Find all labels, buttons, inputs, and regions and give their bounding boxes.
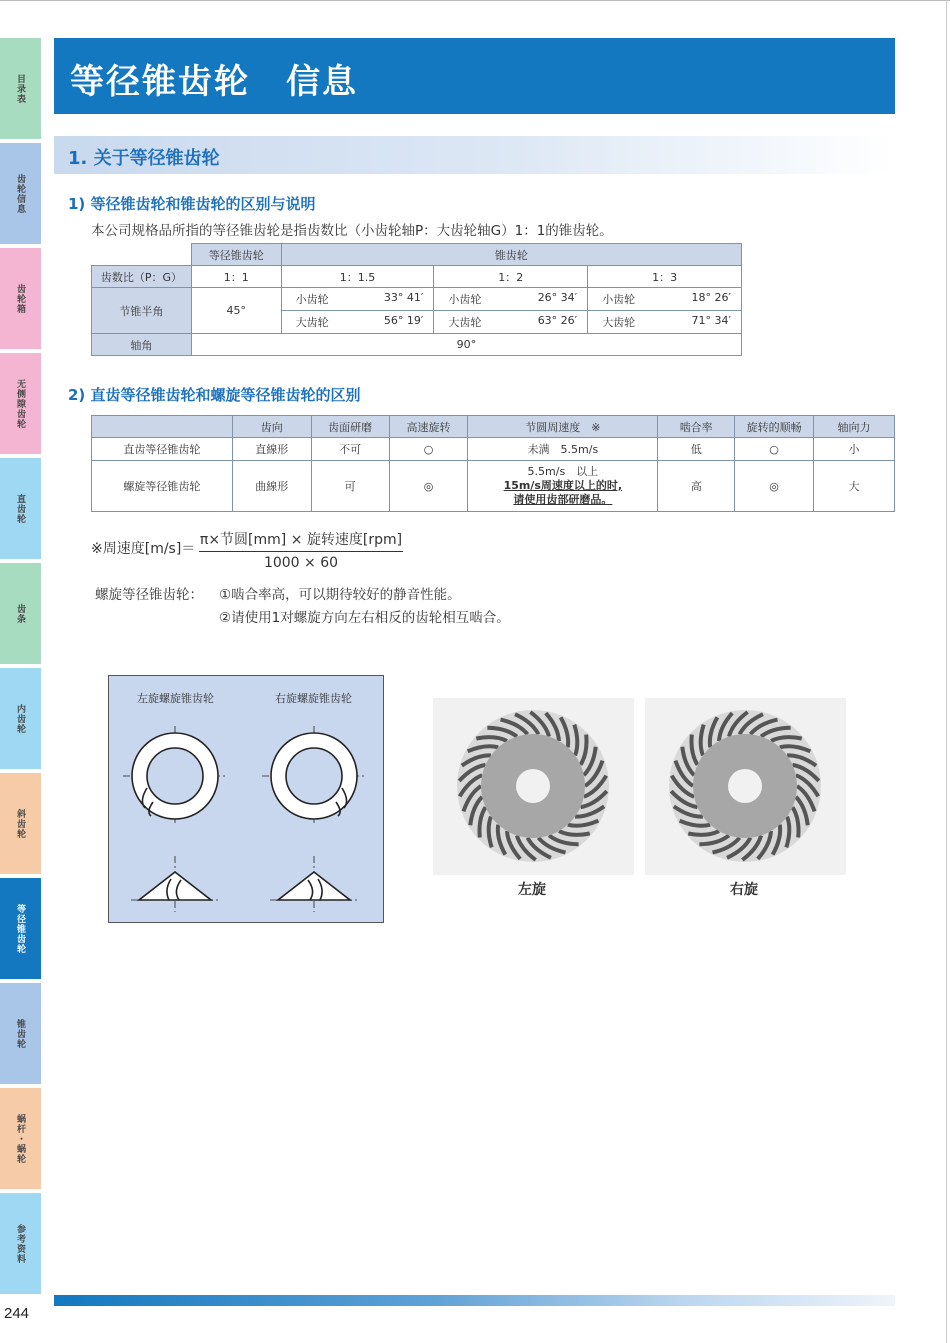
side-tab-label: 齿轮信息: [15, 173, 25, 214]
gear-label: 大齿轮: [448, 316, 482, 329]
row-label-pitch-angle: 节锥半角: [92, 288, 192, 334]
spiral-gear-left-icon: [433, 698, 634, 875]
notes-label: 螺旋等径锥齿轮：: [95, 587, 203, 603]
table2-header-pitch-speed: 节圆周速度 ※: [468, 416, 658, 438]
gear-angle: 56° 19′: [383, 314, 424, 327]
subsection-2-title: 2) 直齿等径锥齿轮和螺旋等径锥齿轮的区别: [68, 386, 361, 404]
side-tab[interactable]: [0, 1193, 41, 1296]
pinion-angle: 26° 34′: [537, 291, 578, 304]
side-tab-label: 蜗杆・蜗轮: [15, 1113, 25, 1164]
formula-fraction: [199, 529, 403, 571]
right-photo-caption: 右旋: [730, 882, 758, 898]
gear-angle-cell: [434, 311, 588, 334]
table-row: [92, 438, 895, 461]
formula-lhs: ※周速度[m/s]＝: [91, 541, 196, 557]
side-tab-label: 目录表: [15, 73, 25, 104]
comparison-table-2: [91, 415, 895, 512]
note-2: ②请使用1对螺旋方向左右相反的齿轮相互啮合。: [219, 610, 510, 626]
comparison-table-1: [91, 243, 742, 356]
cell-highspeed: ○: [389, 438, 468, 461]
spiral-direction-diagram: [108, 675, 384, 923]
row-label-shaft-angle: 轴角: [92, 334, 192, 356]
miter-pitch-angle: 45°: [191, 288, 281, 334]
row-label-ratio: 齿数比（P：G）: [92, 266, 192, 288]
side-tab-label: 内齿轮: [15, 703, 25, 734]
table2-header-direction: 齿向: [232, 416, 311, 438]
cell-contact-ratio: 低: [658, 438, 735, 461]
table-corner: [92, 244, 192, 266]
cell-grinding: 可: [311, 461, 389, 512]
gear-label: 大齿轮: [602, 316, 636, 329]
side-tab-label: 等径锥齿轮: [15, 903, 25, 954]
side-tab-label: 无侧隙齿轮: [15, 378, 25, 429]
side-tab[interactable]: [0, 38, 41, 141]
side-tab-label: 参考资料: [15, 1223, 25, 1264]
cell-smoothness: ◎: [735, 461, 814, 512]
gear-line-drawing: [109, 676, 385, 924]
pinion-angle-cell: [434, 288, 588, 311]
section-header: [54, 136, 895, 174]
cell-smoothness: ○: [735, 438, 814, 461]
side-tab[interactable]: [0, 143, 41, 246]
cell-pitch-speed: 未满 5.5m/s: [468, 438, 658, 461]
cell-pitch-speed: [468, 461, 658, 512]
side-tab-label: 斜齿轮: [15, 808, 25, 839]
cell-direction: 直線形: [232, 438, 311, 461]
side-tab[interactable]: [0, 563, 41, 666]
cell-thrust: 大: [814, 461, 895, 512]
left-gear-drawing: [123, 726, 227, 912]
right-diagram-caption: 右旋螺旋锥齿轮: [275, 692, 352, 705]
pinion-angle-cell: [281, 288, 434, 311]
table-header-miter: 等径锥齿轮: [191, 244, 281, 266]
table2-header-blank: [92, 416, 233, 438]
table2-header-contact-ratio: 啮合率: [658, 416, 735, 438]
side-tab[interactable]: [0, 668, 41, 771]
side-tab[interactable]: [0, 353, 41, 456]
gear-angle: 63° 26′: [537, 314, 578, 327]
page-top-line: [0, 0, 950, 1]
pinion-angle-cell: [588, 288, 742, 311]
right-gear-drawing: [262, 726, 366, 912]
pinion-label: 小齿轮: [602, 293, 636, 306]
page-title: 等径锥齿轮 信息: [70, 62, 358, 102]
gear-angle-cell: [281, 311, 434, 334]
side-tab[interactable]: [0, 458, 41, 561]
formula-numerator: π×节圆[mm] × 旋转速度[rpm]: [199, 529, 403, 552]
speed-line-3: 请使用齿部研磨品。: [513, 493, 613, 506]
cell-direction: 曲線形: [232, 461, 311, 512]
page-number: 244: [4, 1305, 30, 1322]
table2-header-highspeed: 高速旋转: [389, 416, 468, 438]
row-name-spiral: 螺旋等径锥齿轮: [92, 461, 233, 512]
note-1: ①啮合率高，可以期待较好的静音性能。: [219, 587, 461, 603]
side-tab[interactable]: [0, 773, 41, 876]
left-hand-gear-photo: [433, 698, 634, 875]
spiral-gear-right-icon: [645, 698, 846, 875]
formula-denominator: 1000 × 60: [263, 555, 339, 571]
table2-header-grinding: 齿面研磨: [311, 416, 389, 438]
row-name-straight: 直齿等径锥齿轮: [92, 438, 233, 461]
left-photo-caption: 左旋: [518, 882, 546, 898]
ratio-cell: 1：2: [434, 266, 588, 288]
cell-contact-ratio: 高: [658, 461, 735, 512]
table-row: [92, 461, 895, 512]
table2-header-smoothness: 旋转的顺畅: [735, 416, 814, 438]
right-hand-gear-photo: [645, 698, 846, 875]
pinion-label: 小齿轮: [295, 293, 329, 306]
cell-highspeed: ◎: [389, 461, 468, 512]
pinion-label: 小齿轮: [448, 293, 482, 306]
table-header-bevel: 锥齿轮: [281, 244, 741, 266]
gear-angle: 71° 34′: [691, 314, 731, 327]
left-diagram-caption: 左旋螺旋锥齿轮: [137, 692, 214, 705]
speed-line-2: 15m/s周速度以上的时,: [503, 479, 623, 492]
side-tab[interactable]: [0, 878, 41, 981]
side-tab[interactable]: [0, 1088, 41, 1191]
footer-bar: [54, 1295, 895, 1306]
ratio-cell: 1：3: [588, 266, 742, 288]
gear-angle-cell: [588, 311, 742, 334]
shaft-angle: 90°: [191, 334, 741, 356]
side-tab-label: 齿轮箱: [15, 283, 25, 314]
side-tab[interactable]: [0, 248, 41, 351]
side-tab-label: 齿条: [15, 603, 25, 624]
speed-line-1: 5.5m/s 以上: [527, 465, 599, 478]
table2-header-thrust: 轴向力: [814, 416, 895, 438]
side-tab[interactable]: [0, 983, 41, 1086]
pinion-angle: 18° 26′: [691, 291, 731, 304]
page-right-line: [946, 0, 947, 1343]
side-tab-label: 直齿轮: [15, 493, 25, 524]
pinion-angle: 33° 41′: [383, 291, 424, 304]
subsection-1-intro: 本公司规格品所指的等径锥齿轮是指齿数比（小齿轮轴P：大齿轮轴G）1：1的锥齿轮。: [91, 223, 613, 239]
cell-thrust: 小: [814, 438, 895, 461]
side-tab-label: 锥齿轮: [15, 1018, 25, 1049]
section-title: 1. 关于等径锥齿轮: [68, 148, 220, 169]
ratio-cell: 1：1.5: [281, 266, 434, 288]
cell-grinding: 不可: [311, 438, 389, 461]
page-header: [54, 38, 895, 114]
subsection-1-title: 1) 等径锥齿轮和锥齿轮的区别与说明: [68, 195, 316, 213]
ratio-cell: 1：1: [191, 266, 281, 288]
gear-label: 大齿轮: [295, 316, 329, 329]
